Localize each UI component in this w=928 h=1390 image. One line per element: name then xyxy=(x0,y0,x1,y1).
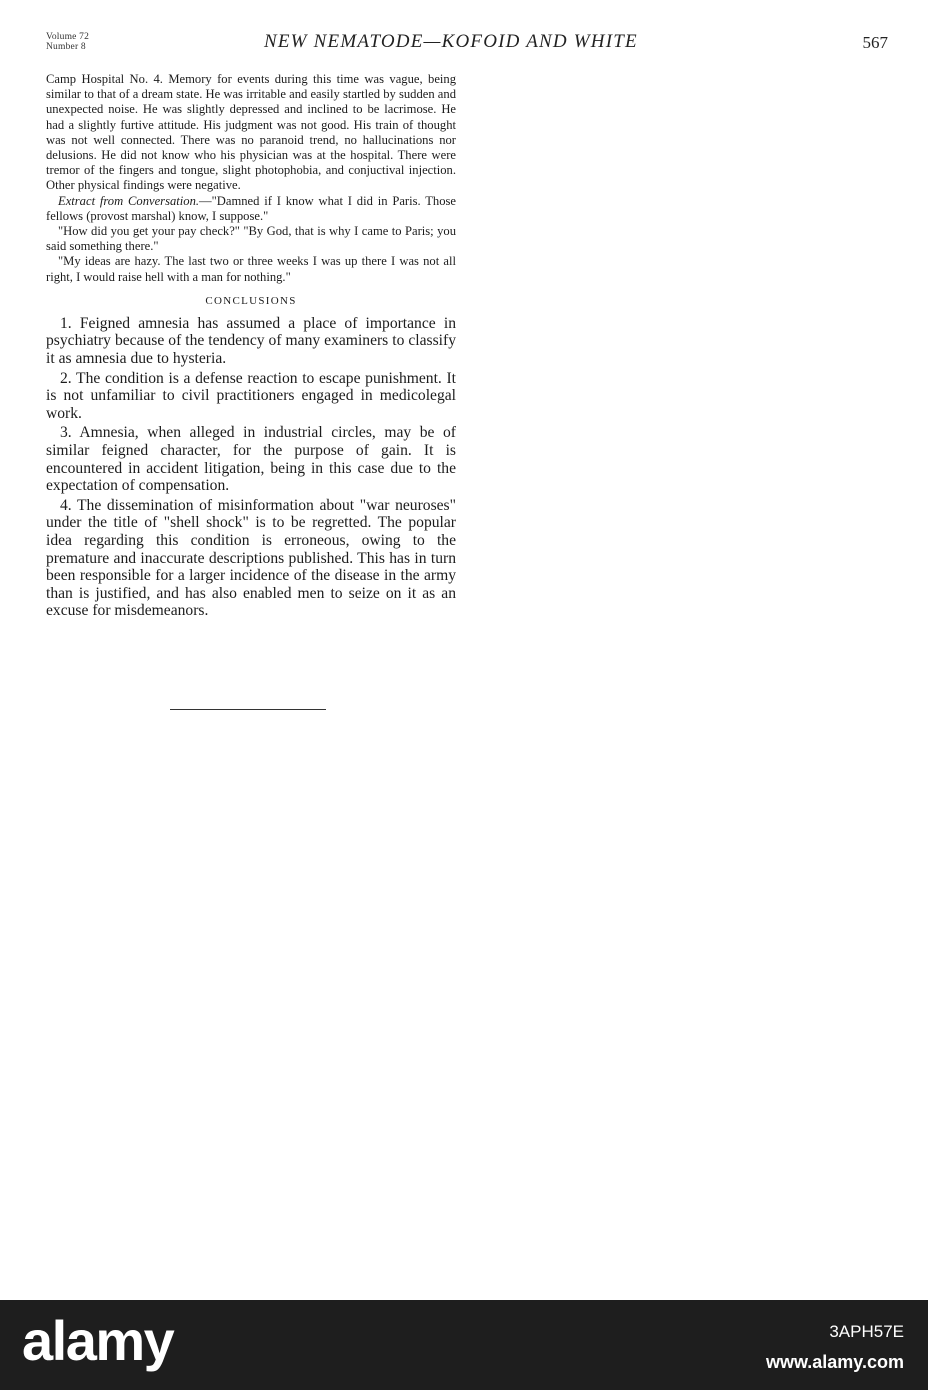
conclusion-item: 3. Amnesia, when alleged in industrial circles, may be of similar feigned character, for the purpose of gain. It is encountered in accident litigation, being in this case due to the expectation of compensation. xyxy=(46,424,456,495)
extract-paragraph xyxy=(46,194,456,224)
running-title: NEW NEMATODE—KOFOID AND WHITE xyxy=(264,31,638,52)
brand-logo: alamy xyxy=(22,1309,174,1372)
quote-paragraph: "How did you get your pay check?" "By God, that is why I came to Paris; you said something there." xyxy=(46,224,456,254)
volume-info xyxy=(46,32,89,52)
extract-label: Extract from Conversation. xyxy=(58,193,200,208)
number-label: Number 8 xyxy=(46,42,86,52)
extract-text: —"Damned if I know what I did in Paris. Those fellows (provost marshal) know, I suppose." xyxy=(46,193,457,223)
watermark-bar xyxy=(0,1300,928,1390)
case-section xyxy=(46,72,456,285)
conclusion-item: 2. The condition is a defense reaction to escape punishment. It is not unfamiliar to civil practitioners engaged in medicolegal work. xyxy=(46,369,456,422)
page-number: 567 xyxy=(862,33,888,52)
quote-paragraph: "My ideas are hazy. The last two or three weeks I was up there I was not all right, I would raise hell with a man for nothing." xyxy=(46,254,456,284)
image-id: 3APH57E xyxy=(829,1322,904,1341)
site-url: www.alamy.com xyxy=(765,1352,904,1372)
case-paragraph: Camp Hospital No. 4. Memory for events during this time was vague, being similar to that of a dream state. He was irritable and easily startled by sudden and unexpected noise. He was slightly depressed and inclined to be lacrimose. He had a slightly furtive attitude. His judgment was not good. His train of thought was not well connected. There was no paranoid trend, no hallucinations nor delusions. He did not know who his physician was at the hospital. There were tremor of the fingers and tongue, slight photophobia, and conjuctival injection. Other physical findings were negative. xyxy=(46,72,456,193)
conclusions-heading: CONCLUSIONS xyxy=(205,294,297,307)
conclusion-item: 1. Feigned amnesia has assumed a place of importance in psychiatry because of the tendency of many examiners to classify it as amnesia due to hysteria. xyxy=(46,314,456,368)
text-column xyxy=(46,72,456,622)
conclusion-item: 4. The dissemination of misinformation about "war neuroses" under the title of "shell shock" is to be regretted. The popular idea regarding this condition is erroneous, owing to the premature and inaccurate descriptions published. This has in turn been responsible for a larger incidence of the disease in the army than is justified, and has also enabled men to seize on it as an excuse for misdemeanors. xyxy=(46,496,456,620)
conclusions-list xyxy=(46,315,456,620)
volume-label: Volume 72 xyxy=(46,32,90,42)
end-rule xyxy=(170,709,326,710)
